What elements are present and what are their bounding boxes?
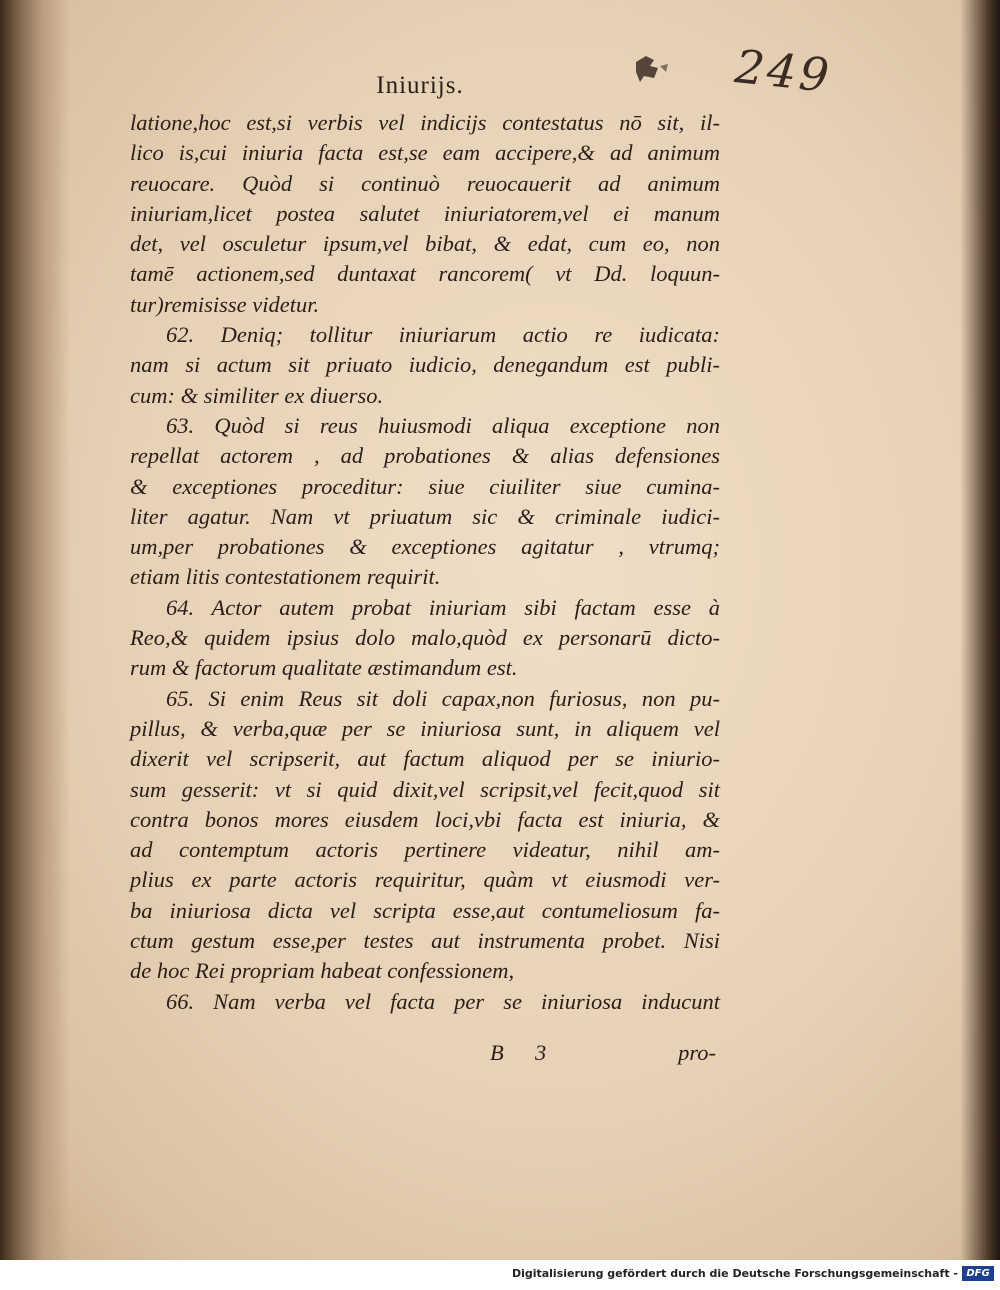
text-line: Reo,& quidem ipsius dolo malo,quòd ex personarū dicto- [130, 625, 720, 651]
text-line: contra bonos mores eiusdem loci,vbi facta est iniuria, & [130, 806, 720, 832]
signature-letter: B [490, 1040, 504, 1065]
funding-credit: Digitalisierung gefördert durch die Deutsche Forschungsgemeinschaft - [511, 1267, 958, 1280]
text-line: ctum gestum esse,per testes aut instrumenta probet. Nisi [130, 928, 720, 954]
handwritten-folio-number: 249 [732, 39, 835, 103]
text-line: dixerit vel scripserit, aut factum aliquod per se iniurio- [130, 746, 720, 772]
text-line: um,per probationes & exceptiones agitatur , vtrumq; [130, 534, 720, 560]
text-line: sum gesserit: vt si quid dixit,vel scripsit,vel fecit,quod sit [130, 776, 720, 802]
page-edge-shadow [960, 0, 1000, 1260]
text-line: det, vel osculetur ipsum,vel bibat, & edat, cum eo, non [130, 231, 720, 257]
text-line: 65. Si enim Reus sit doli capax,non furiosus, non pu- [166, 685, 720, 711]
text-line: ad contemptum actoris pertinere videatur, nihil am- [130, 837, 720, 863]
text-line: tur)remisisse videtur. [130, 291, 320, 317]
text-line: liter agatur. Nam vt priuatum sic & criminale iudici- [130, 503, 720, 529]
text-line: plius ex parte actoris requiritur, quàm vt eiusmodi ver- [130, 867, 720, 893]
text-line: & exceptiones proceditur: siue ciuiliter siue cumina- [130, 473, 720, 499]
text-line: rum & factorum qualitate æstimandum est. [130, 655, 518, 681]
text-line: ba iniuriosa dicta vel scripta esse,aut contumeliosum fa- [130, 897, 720, 923]
text-line: 63. Quòd si reus huiusmodi aliqua exceptione non [166, 412, 720, 438]
credit-bar [0, 1260, 1000, 1290]
text-line: repellat actorem , ad probationes & alias defensiones [130, 443, 720, 469]
text-line: tamē actionem,sed duntaxat rancorem( vt Dd. loquun- [130, 261, 720, 287]
signature-number: 3 [535, 1040, 547, 1065]
binding-shadow [0, 0, 70, 1260]
text-line: 62. Deniq; tollitur iniuriarum actio re iudicata: [166, 322, 720, 348]
dfg-logo: DFG [962, 1266, 994, 1281]
text-line: etiam litis contestationem requirit. [130, 564, 441, 590]
running-title: Iniurijs. [376, 72, 464, 99]
library-stamp-mark [630, 52, 672, 86]
text-line: iniuriam,licet postea salutet iniuriatorem,vel ei manum [130, 200, 720, 226]
text-line: 64. Actor autem probat iniuriam sibi factam esse à [166, 594, 720, 620]
page-footer [130, 1040, 720, 1072]
body-text [130, 108, 720, 1017]
text-line: cum: & similiter ex diuerso. [130, 382, 384, 408]
text-line: latione,hoc est,si verbis vel indicijs contestatus nō sit, il- [130, 110, 720, 135]
text-line: de hoc Rei propriam habeat confessionem, [130, 958, 515, 984]
text-line: nam si actum sit priuato iudicio, denegandum est publi- [130, 352, 720, 378]
catchword: pro- [678, 1040, 716, 1065]
text-line: reuocare. Quòd si continuò reuocauerit ad animum [130, 170, 720, 196]
text-line: lico is,cui iniuria facta est,se eam accipere,& ad animum [130, 140, 720, 166]
text-line: 66. Nam verba vel facta per se iniuriosa inducunt [166, 988, 720, 1014]
text-line: pillus, & verba,quæ per se iniuriosa sunt, in aliquem vel [130, 715, 720, 741]
